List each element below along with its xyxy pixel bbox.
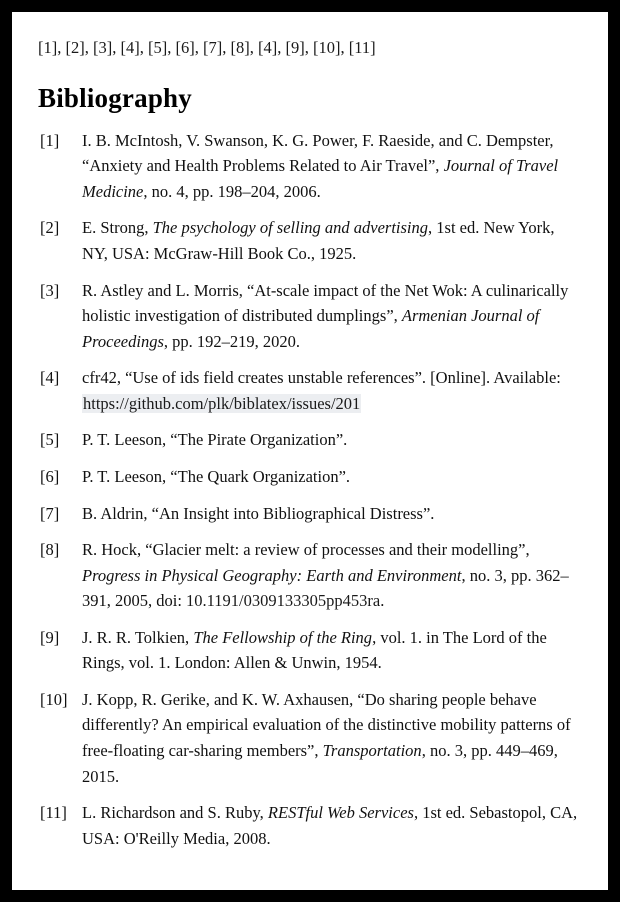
- entry-text: [82, 800, 582, 851]
- entry-text-run: J. R. R. Tolkien,: [82, 627, 194, 647]
- entry-label[interactable]: [4]: [40, 368, 60, 388]
- entry-text-run: J. Kopp, R. Gerike, and K. W. Axhausen, “Do sharing people behave differently? An empirical evaluation of the distinctive mobility patterns of free-floating car-sharing members”,: [82, 689, 571, 760]
- page-title: Bibliography: [38, 82, 192, 113]
- bibliography-list: [38, 128, 582, 852]
- citation-separator: ,: [139, 38, 148, 57]
- citation-link[interactable]: [11]: [348, 38, 376, 57]
- citation-link[interactable]: [10]: [313, 38, 341, 57]
- citation-link[interactable]: [4]: [120, 38, 140, 57]
- citation-link[interactable]: [9]: [285, 38, 305, 57]
- entry-text-run: , vol. 1. in The Lord of the Rings, vol. 1. London: Allen & Unwin, 1954.: [82, 627, 547, 673]
- entry-title-italic: Armenian Journal of Proceedings: [82, 306, 540, 351]
- entry-text-run: P. T. Leeson, “The Pirate Organization”.: [82, 430, 348, 450]
- bibliography-entry: [38, 501, 582, 527]
- entry-text-run: L. Richardson and S. Ruby,: [82, 803, 268, 823]
- entry-label[interactable]: [6]: [40, 466, 60, 486]
- bibliography-entry: [38, 464, 582, 490]
- citation-link[interactable]: [5]: [148, 38, 168, 57]
- entry-text: [82, 128, 582, 205]
- entry-text-run: , no. 3, pp. 449–469, 2015.: [82, 741, 558, 786]
- citation-link[interactable]: [1]: [38, 38, 58, 57]
- entry-label[interactable]: [2]: [40, 218, 60, 238]
- entry-title-italic: Journal of Travel Medicine: [82, 156, 559, 201]
- entry-title-italic: Progress in Physical Geography: Earth and Environment: [82, 565, 462, 585]
- entry-text-run: B. Aldrin, “An Insight into Bibliographical Distress”.: [82, 503, 435, 523]
- citation-separator: ,: [222, 38, 231, 57]
- citation-link[interactable]: [2]: [65, 38, 85, 57]
- entry-label[interactable]: [7]: [40, 503, 60, 523]
- entry-text-run: , 1st ed. New York, NY, USA: McGraw-Hill Book Co., 1925.: [82, 218, 555, 263]
- citation-link[interactable]: [3]: [93, 38, 113, 57]
- entry-text: [82, 464, 582, 490]
- entry-text-run: cfr42, “Use of ids field creates unstable references”. [Online]. Available:: [82, 368, 561, 388]
- bibliography-entry: [38, 128, 582, 205]
- citation-separator: ,: [277, 38, 286, 57]
- entry-text: [82, 215, 582, 266]
- citation-separator: ,: [194, 38, 203, 57]
- entry-title-italic: Transportation: [322, 741, 422, 760]
- entry-label[interactable]: [11]: [40, 803, 67, 823]
- citation-link[interactable]: [7]: [203, 38, 223, 57]
- entry-text-run: R. Hock, “Glacier melt: a review of processes and their modelling”,: [82, 540, 530, 560]
- entry-text-run: .: [380, 591, 385, 611]
- citation-separator: ,: [167, 38, 176, 57]
- bibliography-entry: [38, 427, 582, 453]
- entry-label[interactable]: [8]: [40, 540, 60, 560]
- entry-text-run: P. T. Leeson, “The Quark Organization”.: [82, 466, 351, 486]
- document-page: [12, 12, 608, 890]
- entry-url-link[interactable]: https://github.com/plk/biblatex/issues/201: [83, 393, 361, 413]
- entry-text-run: E. Strong,: [82, 218, 153, 238]
- entry-doi-link[interactable]: 10.1191/0309133305pp453ra: [186, 591, 381, 611]
- entry-label[interactable]: [10]: [40, 689, 68, 709]
- entry-label[interactable]: [9]: [40, 627, 60, 647]
- entry-text: [82, 625, 582, 676]
- entry-text: [82, 501, 582, 527]
- citation-link[interactable]: [8]: [230, 38, 250, 57]
- bibliography-entry: [38, 625, 582, 676]
- entry-label[interactable]: [1]: [40, 130, 60, 150]
- entry-text-run: I. B. McIntosh, V. Swanson, K. G. Power, F. Raeside, and C. Dempster, “Anxiety and Health Problems Related to Air Travel”,: [82, 130, 554, 176]
- citation-separator: ,: [340, 38, 349, 57]
- entry-text-run: , no. 3, pp. 362–391, 2005, doi:: [82, 565, 569, 611]
- entry-label[interactable]: [3]: [40, 280, 60, 300]
- bibliography-entry: [38, 278, 582, 355]
- entry-text-run: , pp. 192–219, 2020.: [163, 331, 300, 351]
- citation-list: [38, 36, 582, 61]
- entry-text: [82, 687, 582, 789]
- entry-text: [82, 278, 582, 355]
- entry-text: [82, 427, 582, 453]
- bibliography-entry: [38, 537, 582, 614]
- citation-separator: ,: [112, 38, 121, 57]
- citation-link[interactable]: [6]: [175, 38, 195, 57]
- citation-separator: ,: [249, 38, 258, 57]
- entry-title-italic: The psychology of selling and advertising: [152, 218, 429, 238]
- bibliography-entry: [38, 215, 582, 266]
- citation-separator: ,: [84, 38, 93, 57]
- citation-separator: ,: [57, 38, 66, 57]
- entry-text-run: R. Astley and L. Morris, “At-scale impact of the Net Wok: A culinarically holistic investigation of distributed dumplings”,: [82, 280, 569, 326]
- entry-text: [82, 365, 582, 416]
- entry-label[interactable]: [5]: [40, 430, 60, 450]
- bibliography-entry: [38, 365, 582, 416]
- entry-title-italic: RESTful Web Services: [267, 803, 414, 823]
- citation-link[interactable]: [4]: [258, 38, 278, 57]
- bibliography-entry: [38, 800, 582, 851]
- entry-text: [82, 537, 582, 614]
- bibliography-entry: [38, 687, 582, 789]
- citation-separator: ,: [304, 38, 313, 57]
- entry-title-italic: The Fellowship of the Ring: [193, 627, 373, 647]
- entry-text-run: , no. 4, pp. 198–204, 2006.: [143, 181, 321, 201]
- entry-text-run: , 1st ed. Sebastopol, CA, USA: O'Reilly Media, 2008.: [82, 803, 578, 848]
